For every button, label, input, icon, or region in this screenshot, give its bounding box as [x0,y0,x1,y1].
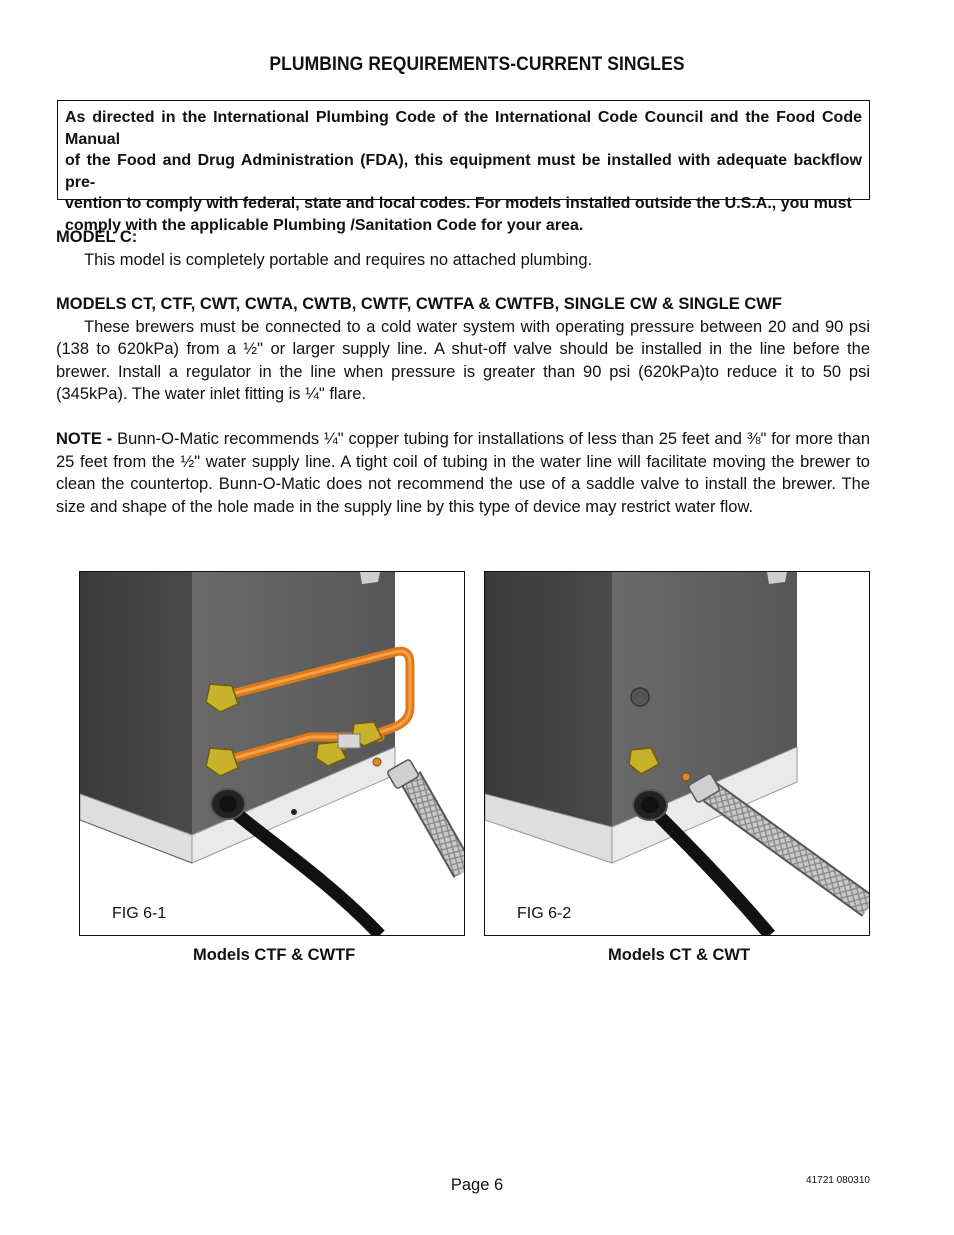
page-title: PLUMBING REQUIREMENTS-CURRENT SINGLES [269,54,685,75]
models-ct-heading: MODELS CT, CTF, CWT, CWTA, CWTB, CWTF, CWTFA & CWTFB, SINGLE CW & SINGLE CWF [56,295,782,313]
model-c-heading: MODEL C: [56,228,138,246]
figure-label: FIG 6-2 [517,905,572,922]
model-c-section [56,226,870,271]
figure-caption: Models CTF & CWTF [193,946,356,964]
figure-6-2 [484,571,870,936]
figure-caption: Models CT & CWT [608,946,751,964]
note-body: Bunn-O-Matic recommends ¼" copper tubing for installations of less than 25 feet and ⅜" for more than 25 feet from the ½" water supply line. A tight coil of tubing in the water line will facilitate moving the brewer to clean the countertop. Bunn-O-Matic does not recommend the use of a saddle valve to install the brewer. The size and shape of the hole made in the supply line by this type of device may restrict water flow. [56,430,870,516]
figure-6-1 [79,571,465,936]
figure-label: FIG 6-1 [112,905,167,922]
notice-line: vention to comply with federal, state and local codes. For models installed outside the U.S.A., you must [65,195,852,212]
brewer-ctf-illustration [80,572,464,935]
notice-line: comply with the applicable Plumbing /Sanitation Code for your area. [65,216,584,234]
document-code: 41721 080310 [806,1175,870,1186]
note-section [56,428,870,518]
notice-line: As directed in the International Plumbing Code of the International Code Council and the Food Code Manual [65,109,862,148]
note-label: NOTE - [56,430,113,448]
models-ct-body: These brewers must be connected to a cold water system with operating pressure between 20 and 90 psi (138 to 620kPa) from a ½" or larger supply line. A shut-off valve should be installed in the line before the brewer. Install a regulator in the line when pressure is greater than 90 psi (620kPa)to reduce it to 50 psi (345kPa). The water inlet fitting is ¼" flare. [56,317,870,403]
backflow-notice-box [57,100,870,234]
models-ct-section [56,293,870,406]
page-number: Page 6 [450,1176,504,1194]
notice-line: of the Food and Drug Administration (FDA), this equipment must be installed with adequate backflow pre- [65,152,862,191]
brewer-ct-illustration [485,572,869,935]
model-c-body: This model is completely portable and requires no attached plumbing. [84,250,593,269]
